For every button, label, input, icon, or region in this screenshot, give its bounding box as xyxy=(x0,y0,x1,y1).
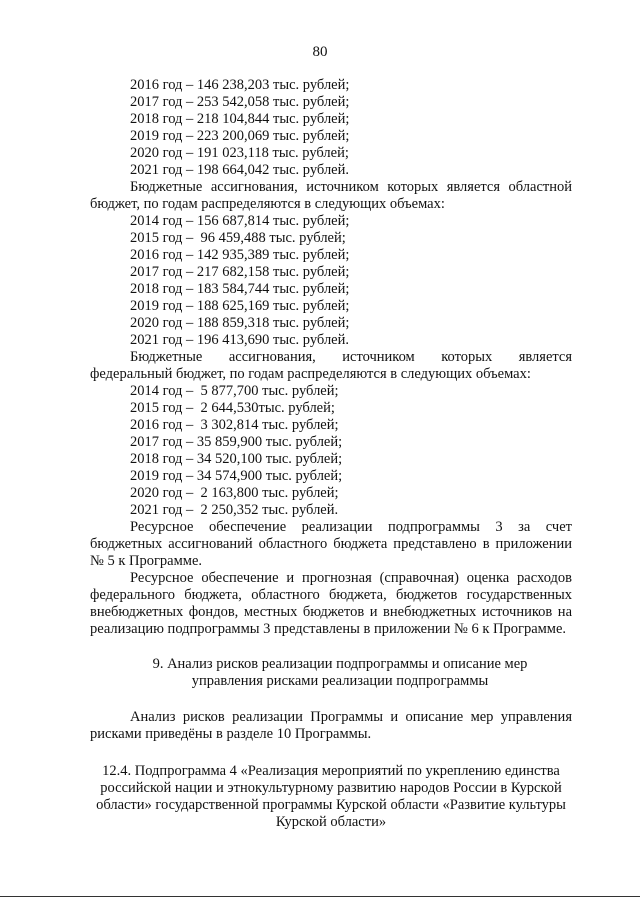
document-body xyxy=(90,77,572,831)
list-item: 2021 год – 198 664,042 тыс. рублей. xyxy=(130,162,350,178)
list-item: 2019 год – 34 574,900 тыс. рублей; xyxy=(130,468,343,484)
list-item: 2021 год – 196 413,690 тыс. рублей. xyxy=(130,332,350,348)
list-item: 2017 год – 35 859,900 тыс. рублей; xyxy=(130,434,343,450)
page-number: 80 xyxy=(312,44,328,60)
regional-budget-intro: Бюджетные ассигнования, источником которых является областной бюджет, по годам распределяются в следующих объемах: xyxy=(90,179,572,212)
list-item: 2016 год – 142 935,389 тыс. рублей; xyxy=(130,247,350,263)
list-item: 2014 год – 5 877,700 тыс. рублей; xyxy=(130,383,339,399)
bottom-divider xyxy=(0,896,640,897)
list-item: 2018 год – 218 104,844 тыс. рублей; xyxy=(130,111,350,127)
federal-budget-intro-line-1: Бюджетные ассигнования, источником которых является xyxy=(130,349,572,365)
list-item: 2020 год – 2 163,800 тыс. рублей; xyxy=(130,485,339,501)
list-item: 2015 год – 2 644,530тыс. рублей; xyxy=(130,400,335,416)
list-item: 2019 год – 223 200,069 тыс. рублей; xyxy=(130,128,350,144)
list-item: 2017 год – 217 682,158 тыс. рублей; xyxy=(130,264,350,280)
section-12-4-heading: 12.4. Подпрограмма 4 «Реализация мероприятий по укреплению единства российской нации и этнокультурному развитию народов России в Курской области» государственной программы Курской области «Развитие культуры Курской области» xyxy=(96,763,566,830)
list-item: 2014 год – 156 687,814 тыс. рублей; xyxy=(130,213,350,229)
list-item: 2015 год – 96 459,488 тыс. рублей; xyxy=(130,230,346,246)
list-item: 2016 год – 3 302,814 тыс. рублей; xyxy=(130,417,339,433)
resource-paragraph-1: Ресурсное обеспечение реализации подпрограммы 3 за счет бюджетных ассигнований областного бюджета представлено в приложении № 5 к Программе. xyxy=(90,519,572,569)
federal-budget-intro xyxy=(90,349,572,383)
risk-analysis-paragraph: Анализ рисков реализации Программы и описание мер управления рисками приведёны в разделе 10 Программы. xyxy=(90,709,572,742)
list-item: 2018 год – 183 584,744 тыс. рублей; xyxy=(130,281,350,297)
list-item: 2021 год – 2 250,352 тыс. рублей. xyxy=(130,502,339,518)
list-item: 2018 год – 34 520,100 тыс. рублей; xyxy=(130,451,343,467)
section-9-heading: 9. Анализ рисков реализации подпрограммы и описание мер управления рисками реализации подпрограммы xyxy=(152,656,528,689)
regional-budget-list xyxy=(90,213,572,349)
list-item: 2016 год – 146 238,203 тыс. рублей; xyxy=(130,77,350,93)
federal-budget-list xyxy=(90,383,572,519)
list-item: 2017 год – 253 542,058 тыс. рублей; xyxy=(130,94,350,110)
list-item: 2020 год – 191 023,118 тыс. рублей; xyxy=(130,145,349,161)
regional-years-list xyxy=(90,77,572,179)
resource-paragraph-2: Ресурсное обеспечение и прогнозная (справочная) оценка расходов федерального бюджета, областного бюджета, бюджетов государственных внебюджетных фондов, местных бюджетов и внебюджетных источников на реализацию подпрограммы 3 представлены в приложении № 6 к Программе. xyxy=(90,570,572,637)
list-item: 2019 год – 188 625,169 тыс. рублей; xyxy=(130,298,350,314)
federal-budget-intro-line-2: федеральный бюджет, по годам распределяются в следующих объемах: xyxy=(90,366,531,382)
list-item: 2020 год – 188 859,318 тыс. рублей; xyxy=(130,315,350,331)
